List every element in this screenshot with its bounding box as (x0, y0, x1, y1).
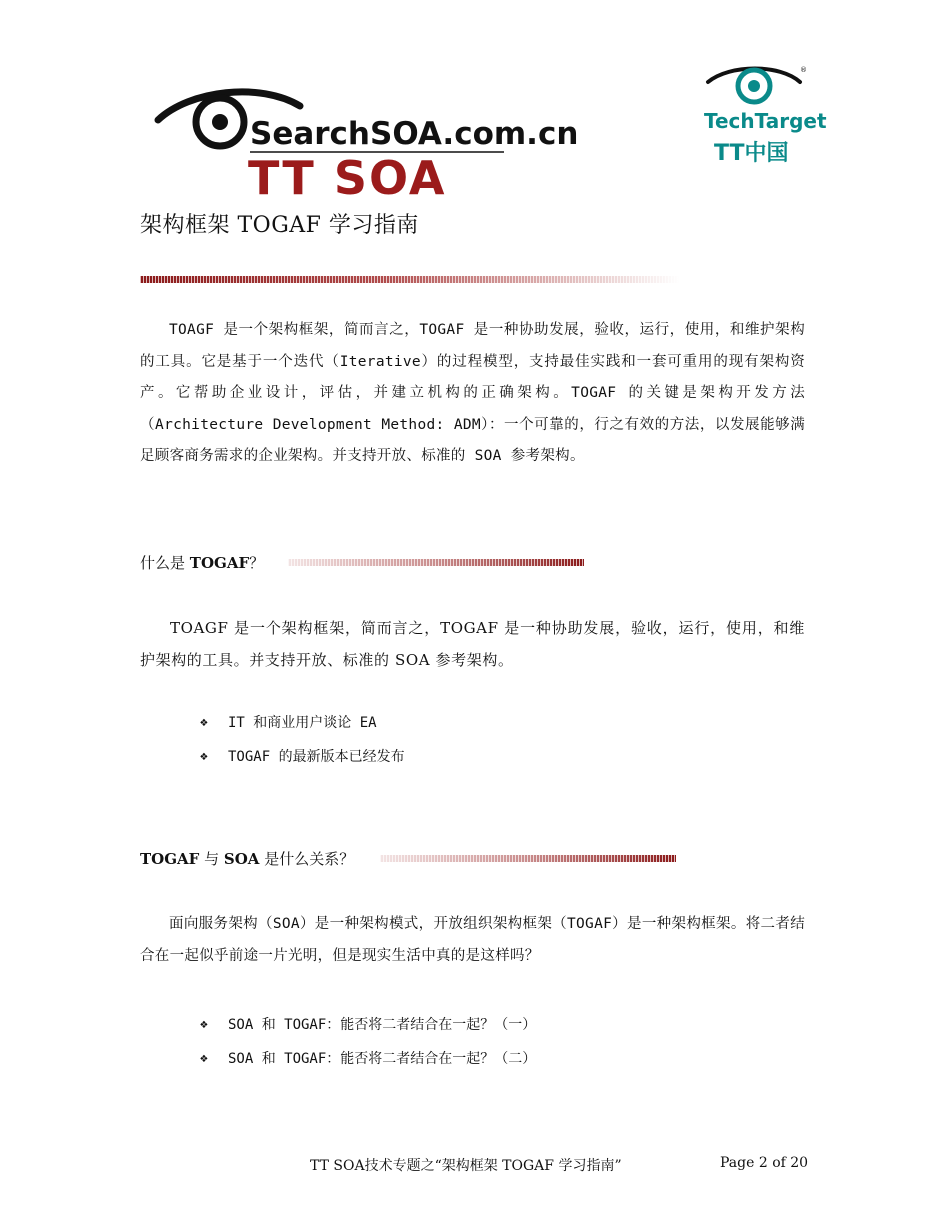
link-togaf-latest-version[interactable]: TOGAF 的最新版本已经发布 (228, 749, 405, 765)
link-it-business-ea[interactable]: IT 和商业用户谈论 EA (228, 715, 377, 731)
svg-text:®: ® (800, 66, 807, 74)
section2-paragraph: 面向服务架构（SOA）是一种架构模式，开放组织架构框架（TOGAF）是一种架构框架。将二者结合在一起似乎前途一片光明，但是现实生活中真的是这样吗？ (140, 916, 805, 964)
title-divider (140, 276, 680, 283)
list-item[interactable] (200, 1008, 536, 1042)
intro-paragraph: TOAGF 是一个架构框架，简而言之，TOGAF 是一种协助发展，验收，运行，使用，和维护架构的工具。它是基于一个迭代（Iterative）的过程模型，支持最佳实践和一套可重用的现有架构资产。它帮助企业设计，评估，并建立机构的正确架构。TOGAF 的关键是架构开发方法（Architecture Development Method: ADM）：一个可靠的，行之有效的方法，以发展能够满足顾客商务需求的企业架构。并支持开放、标准的 SOA 参考架构。 (140, 322, 805, 464)
techtarget-logo (700, 62, 827, 172)
diamond-bullet-icon: ❖ (200, 715, 208, 730)
document-title: 架构框架 TOGAF 学习指南 (140, 213, 419, 238)
diamond-bullet-icon: ❖ (200, 749, 208, 764)
footer-text: TT SOA技术专题之“架构框架 TOGAF 学习指南” (310, 1158, 622, 1174)
logo-right-text: TechTarget (704, 109, 827, 133)
section-heading-togaf-soa: TOGAF 与 SOA 是什么关系？ (140, 850, 355, 868)
section2-link-list (200, 1008, 536, 1076)
diamond-bullet-icon: ❖ (200, 1051, 208, 1066)
logo-left-sub: TT SOA (248, 151, 447, 205)
searchsoa-logo (150, 82, 579, 205)
section1-link-list (200, 706, 405, 774)
diamond-bullet-icon: ❖ (200, 1017, 208, 1032)
section1-paragraph: TOAGF 是一个架构框架，简而言之，TOGAF 是一种协助发展，验收，运行，使用，和维护架构的工具。并支持开放、标准的 SOA 参考架构。 (140, 619, 805, 669)
logo-left-text: SearchSOA.com.cn (250, 116, 579, 152)
list-item[interactable] (200, 740, 405, 774)
section2-divider (380, 855, 676, 862)
list-item[interactable] (200, 706, 405, 740)
section1-divider (288, 559, 584, 566)
page-number: Page 2 of 20 (720, 1155, 809, 1171)
link-soa-togaf-part2[interactable]: SOA 和 TOGAF：能否将二者结合在一起？（二） (228, 1051, 537, 1067)
section-heading-what-is-togaf: 什么是 TOGAF？ (140, 554, 265, 572)
list-item[interactable] (200, 1042, 536, 1076)
link-soa-togaf-part1[interactable]: SOA 和 TOGAF：能否将二者结合在一起？（一） (228, 1017, 537, 1033)
logo-right-sub: TT中国 (714, 141, 789, 166)
